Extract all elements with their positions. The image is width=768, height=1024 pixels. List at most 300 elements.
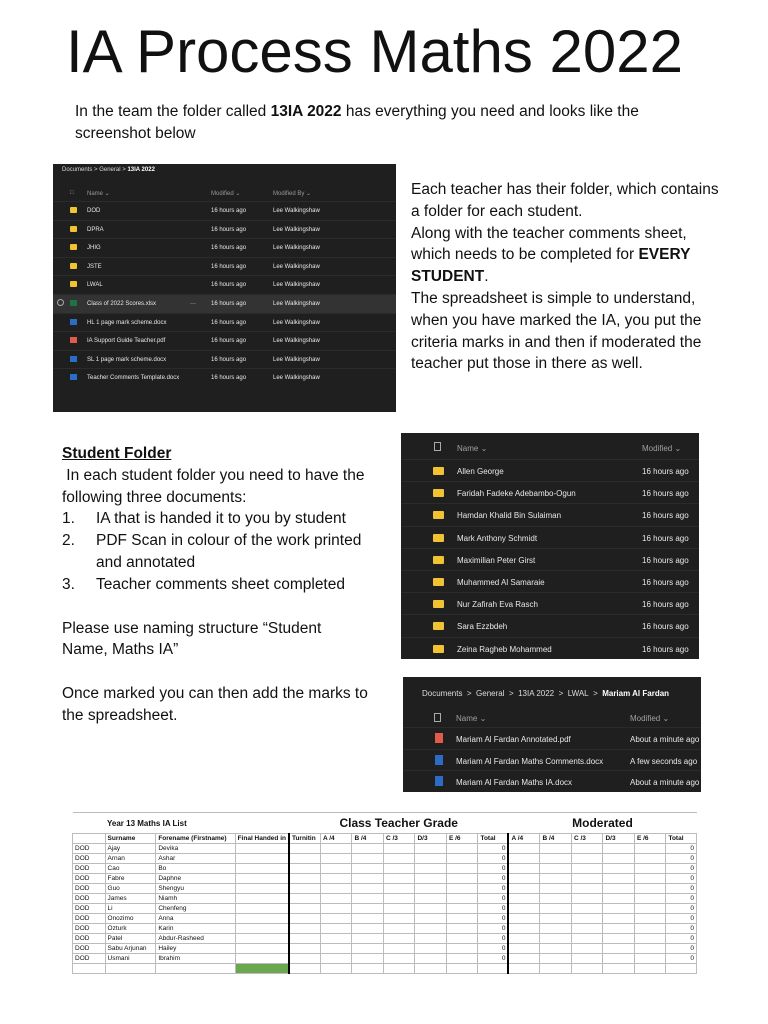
sheet-cell[interactable] bbox=[235, 904, 289, 914]
sheet-cell[interactable] bbox=[446, 924, 478, 934]
sheet-cell[interactable] bbox=[634, 944, 666, 954]
file-name[interactable]: SL 1 page mark scheme.docx bbox=[87, 356, 167, 363]
sheet-cell[interactable] bbox=[235, 874, 289, 884]
sheet-cell[interactable] bbox=[383, 944, 415, 954]
folder-name[interactable]: Hamdan Khalid Bin Sulaiman bbox=[457, 511, 562, 521]
sheet-cell[interactable] bbox=[540, 844, 572, 854]
folder-name[interactable]: Muhammed Al Samaraie bbox=[457, 578, 545, 587]
sheet-cell[interactable]: Shengyu bbox=[156, 884, 235, 894]
sheet-cell[interactable]: Guo bbox=[105, 884, 156, 894]
sheet-cell[interactable] bbox=[415, 944, 447, 954]
sheet-cell[interactable] bbox=[540, 864, 572, 874]
student-folder-row[interactable] bbox=[401, 548, 699, 571]
sheet-cell[interactable] bbox=[415, 924, 447, 934]
file-name[interactable]: Mariam Al Fardan Maths Comments.docx bbox=[456, 756, 604, 766]
sheet-cell[interactable]: 0 bbox=[478, 884, 509, 894]
file-name[interactable]: JSTE bbox=[87, 263, 102, 270]
para-line: The spreadsheet is simple to understand, bbox=[411, 289, 696, 307]
sheet-cell[interactable] bbox=[235, 964, 289, 974]
student-folder-row[interactable] bbox=[401, 637, 699, 659]
sheet-cell[interactable] bbox=[235, 924, 289, 934]
student-folder-row[interactable] bbox=[401, 570, 699, 593]
file-row[interactable] bbox=[53, 313, 396, 332]
sheet-cell[interactable] bbox=[571, 924, 603, 934]
sheet-cell[interactable] bbox=[320, 864, 352, 874]
sheet-cell[interactable] bbox=[352, 904, 384, 914]
sheet-cell[interactable] bbox=[634, 934, 666, 944]
sheet-cell[interactable]: Devika bbox=[156, 844, 235, 854]
sheet-cell[interactable] bbox=[415, 864, 447, 874]
sheet-cell[interactable] bbox=[352, 894, 384, 904]
sheet-cell[interactable] bbox=[508, 864, 540, 874]
sheet-cell[interactable] bbox=[415, 904, 447, 914]
sheet-cell[interactable] bbox=[415, 914, 447, 924]
sheet-cell[interactable] bbox=[235, 894, 289, 904]
sheet-cell[interactable] bbox=[508, 904, 540, 914]
sheet-cell[interactable] bbox=[571, 854, 603, 864]
sheet-cell[interactable]: DOD bbox=[73, 934, 106, 944]
sheet-cell[interactable] bbox=[352, 964, 384, 974]
sheet-cell[interactable] bbox=[508, 924, 540, 934]
sheet-cell[interactable]: 0 bbox=[666, 854, 697, 864]
sheet-cell[interactable]: Anna bbox=[156, 914, 235, 924]
sheet-cell[interactable] bbox=[352, 884, 384, 894]
sheet-cell[interactable] bbox=[540, 874, 572, 884]
sheet-cell[interactable]: 0 bbox=[666, 924, 697, 934]
sheet-cell[interactable] bbox=[320, 924, 352, 934]
sheet-cell[interactable] bbox=[634, 854, 666, 864]
sheet-cell[interactable] bbox=[235, 914, 289, 924]
file-name[interactable]: DPRA bbox=[87, 226, 104, 233]
sheet-cell[interactable] bbox=[320, 844, 352, 854]
sheet-cell[interactable]: 0 bbox=[666, 864, 697, 874]
sheet-cell[interactable] bbox=[508, 934, 540, 944]
sheet-cell[interactable] bbox=[634, 894, 666, 904]
sheet-cell[interactable] bbox=[446, 944, 478, 954]
sheet-cell[interactable] bbox=[415, 894, 447, 904]
sheet-cell[interactable]: Karin bbox=[156, 924, 235, 934]
sheet-cell[interactable]: 0 bbox=[478, 854, 509, 864]
sheet-cell[interactable] bbox=[508, 954, 540, 964]
sheet-cell[interactable] bbox=[634, 884, 666, 894]
sheet-cell[interactable]: Arnan bbox=[105, 854, 156, 864]
sheet-cell[interactable] bbox=[634, 844, 666, 854]
sheet-cell[interactable]: 0 bbox=[666, 884, 697, 894]
sheet-cell[interactable] bbox=[571, 914, 603, 924]
file-name[interactable]: JHIG bbox=[87, 245, 101, 252]
sheet-cell[interactable]: Patel bbox=[105, 934, 156, 944]
sheet-cell[interactable] bbox=[571, 954, 603, 964]
folder-name[interactable]: Allen George bbox=[457, 467, 504, 476]
student-folder-row[interactable] bbox=[401, 592, 699, 615]
breadcrumb-item[interactable]: Documents bbox=[62, 167, 93, 173]
sheet-cell[interactable] bbox=[508, 964, 540, 974]
breadcrumb-item[interactable]: General bbox=[476, 689, 505, 698]
sheet-cell[interactable]: DOD bbox=[73, 864, 106, 874]
sheet-cell[interactable] bbox=[540, 954, 572, 964]
sheet-cell[interactable]: James bbox=[105, 894, 156, 904]
sheet-cell[interactable]: 0 bbox=[666, 874, 697, 884]
file-name[interactable]: HL 1 page mark scheme.docx bbox=[87, 319, 167, 326]
sheet-cell[interactable] bbox=[289, 874, 321, 884]
sheet-cell[interactable] bbox=[446, 844, 478, 854]
sheet-cell[interactable] bbox=[446, 914, 478, 924]
sheet-cell[interactable]: Usmani bbox=[105, 954, 156, 964]
sheet-cell[interactable] bbox=[603, 864, 635, 874]
sheet-cell[interactable] bbox=[289, 924, 321, 934]
table-row bbox=[73, 904, 697, 914]
sheet-cell[interactable] bbox=[540, 894, 572, 904]
file-row[interactable] bbox=[53, 350, 396, 369]
sheet-cell[interactable] bbox=[289, 954, 321, 964]
sheet-cell[interactable] bbox=[603, 944, 635, 954]
sheet-cell[interactable] bbox=[415, 954, 447, 964]
breadcrumb-item[interactable]: General bbox=[99, 167, 121, 173]
sheet-cell[interactable] bbox=[415, 884, 447, 894]
sheet-cell[interactable] bbox=[352, 844, 384, 854]
sheet-cell[interactable] bbox=[320, 954, 352, 964]
file-name[interactable]: Class of 2022 Scores.xlsx bbox=[87, 301, 157, 307]
sheet-cell[interactable]: 0 bbox=[478, 894, 509, 904]
file-name[interactable]: IA Support Guide Teacher.pdf bbox=[87, 338, 166, 345]
file-row[interactable] bbox=[53, 201, 396, 220]
file-row[interactable] bbox=[53, 238, 396, 257]
sheet-cell[interactable]: Ashar bbox=[156, 854, 235, 864]
sheet-cell[interactable] bbox=[235, 954, 289, 964]
sheet-cell[interactable] bbox=[289, 914, 321, 924]
sheet-cell[interactable] bbox=[383, 904, 415, 914]
file-row[interactable] bbox=[53, 331, 396, 350]
sheet-cell[interactable] bbox=[603, 854, 635, 864]
more-options-icon[interactable]: ··· bbox=[190, 301, 196, 307]
sheet-cell[interactable] bbox=[540, 934, 572, 944]
sheet-cell[interactable]: Li bbox=[105, 904, 156, 914]
sheet-cell[interactable] bbox=[508, 894, 540, 904]
sheet-cell[interactable]: DOD bbox=[73, 914, 106, 924]
modified-time: 16 hours ago bbox=[642, 467, 689, 476]
sheet-cell[interactable]: 0 bbox=[666, 914, 697, 924]
sheet-cell[interactable] bbox=[571, 964, 603, 974]
sheet-cell[interactable] bbox=[571, 894, 603, 904]
sheet-cell[interactable] bbox=[478, 964, 509, 974]
sheet-cell[interactable] bbox=[235, 884, 289, 894]
sheet-cell[interactable]: 0 bbox=[478, 944, 509, 954]
sheet-cell[interactable]: DOD bbox=[73, 924, 106, 934]
file-row[interactable] bbox=[53, 257, 396, 276]
file-name[interactable]: Mariam Al Fardan Maths IA.docx bbox=[456, 778, 573, 787]
sheet-cell[interactable]: 0 bbox=[478, 934, 509, 944]
sheet-cell[interactable] bbox=[352, 944, 384, 954]
sheet-cell[interactable]: 0 bbox=[666, 844, 697, 854]
student-folder-row[interactable] bbox=[401, 526, 699, 549]
sheet-cell[interactable] bbox=[446, 874, 478, 884]
breadcrumb-item[interactable]: Documents bbox=[422, 689, 463, 698]
sheet-cell[interactable] bbox=[540, 944, 572, 954]
sheet-cell[interactable] bbox=[383, 874, 415, 884]
para-line: Each teacher has their folder, which contains bbox=[411, 181, 719, 198]
file-row[interactable] bbox=[53, 220, 396, 239]
sheet-cell[interactable] bbox=[446, 954, 478, 964]
column-modified[interactable]: Modified ⌄ bbox=[642, 444, 682, 453]
file-row[interactable] bbox=[403, 749, 701, 771]
sheet-cell[interactable] bbox=[603, 964, 635, 974]
sheet-cell[interactable] bbox=[235, 864, 289, 874]
sheet-cell[interactable]: DOD bbox=[73, 904, 106, 914]
sheet-cell[interactable]: 0 bbox=[478, 914, 509, 924]
sheet-cell[interactable] bbox=[446, 864, 478, 874]
sheet-cell[interactable] bbox=[540, 854, 572, 864]
sheet-cell[interactable] bbox=[446, 964, 478, 974]
folder-name[interactable]: Sara Ezzbdeh bbox=[457, 622, 508, 632]
sheet-cell[interactable] bbox=[352, 854, 384, 864]
sheet-cell[interactable] bbox=[508, 914, 540, 924]
sheet-cell[interactable] bbox=[446, 894, 478, 904]
file-row[interactable] bbox=[403, 770, 701, 792]
sheet-cell[interactable] bbox=[508, 884, 540, 894]
sheet-cell[interactable]: Ibrahim bbox=[156, 954, 235, 964]
sheet-cell[interactable] bbox=[603, 924, 635, 934]
sheet-cell[interactable]: DOD bbox=[73, 894, 106, 904]
sheet-cell[interactable]: Bo bbox=[156, 864, 235, 874]
folder-icon bbox=[433, 467, 444, 475]
sheet-cell[interactable]: 0 bbox=[666, 934, 697, 944]
folder-name[interactable]: Zeina Ragheb Mohammed bbox=[457, 644, 552, 654]
sheet-cell[interactable] bbox=[383, 954, 415, 964]
sheet-cell[interactable] bbox=[603, 914, 635, 924]
sheet-cell[interactable] bbox=[415, 854, 447, 864]
para-line: when you have marked the IA, you put the bbox=[411, 311, 702, 329]
sheet-cell[interactable]: Hailey bbox=[156, 944, 235, 954]
sheet-cell[interactable] bbox=[634, 904, 666, 914]
sheet-cell[interactable] bbox=[540, 904, 572, 914]
sheet-cell[interactable] bbox=[508, 944, 540, 954]
folder-name[interactable]: Mark Anthony Schmidt bbox=[457, 533, 538, 543]
sheet-cell[interactable] bbox=[415, 874, 447, 884]
sheet-cell[interactable] bbox=[383, 844, 415, 854]
sheet-cell[interactable] bbox=[289, 884, 321, 894]
sheet-cell[interactable] bbox=[603, 874, 635, 884]
sheet-cell[interactable] bbox=[446, 904, 478, 914]
sheet-cell[interactable] bbox=[383, 914, 415, 924]
sheet-cell[interactable] bbox=[540, 914, 572, 924]
column-modified[interactable]: Modified ⌄ bbox=[630, 714, 670, 723]
student-folder-row[interactable] bbox=[401, 459, 699, 482]
sheet-header-cell: Surname bbox=[105, 834, 156, 844]
sheet-cell[interactable] bbox=[415, 844, 447, 854]
sheet-header-cell: Turnitin bbox=[289, 834, 321, 844]
sheet-header-cell: B /4 bbox=[540, 834, 572, 844]
sheet-cell[interactable] bbox=[383, 884, 415, 894]
sheet-cell[interactable] bbox=[235, 844, 289, 854]
sheet-cell[interactable] bbox=[289, 864, 321, 874]
sheet-cell[interactable] bbox=[320, 964, 352, 974]
sheet-cell[interactable] bbox=[320, 884, 352, 894]
sheet-cell[interactable] bbox=[235, 944, 289, 954]
sheet-cell[interactable] bbox=[320, 904, 352, 914]
sheet-cell[interactable]: 0 bbox=[478, 904, 509, 914]
sheet-cell[interactable] bbox=[352, 874, 384, 884]
sheet-cell[interactable]: 0 bbox=[666, 954, 697, 964]
sheet-cell[interactable] bbox=[666, 964, 697, 974]
para-line: criteria marks in and then if moderated the bbox=[411, 333, 702, 351]
sheet-cell[interactable] bbox=[571, 844, 603, 854]
sheet-cell[interactable]: Abdur-Rasheed bbox=[156, 934, 235, 944]
page-title: IA Process Maths 2022 bbox=[66, 18, 683, 85]
column-name[interactable]: Name ⌄ bbox=[457, 444, 488, 453]
sheet-cell[interactable] bbox=[446, 884, 478, 894]
sheet-cell[interactable] bbox=[634, 914, 666, 924]
sheet-cell[interactable] bbox=[105, 964, 156, 974]
breadcrumb-item[interactable]: 13IA 2022 bbox=[518, 689, 555, 698]
sheet-cell[interactable] bbox=[634, 924, 666, 934]
sheet-cell[interactable] bbox=[320, 934, 352, 944]
column-name[interactable]: Name ⌄ bbox=[456, 714, 487, 723]
sheet-cell[interactable] bbox=[446, 854, 478, 864]
sheet-cell[interactable] bbox=[352, 954, 384, 964]
sheet-cell[interactable]: 0 bbox=[478, 874, 509, 884]
sheet-cell[interactable]: Niamh bbox=[156, 894, 235, 904]
sheet-cell[interactable] bbox=[540, 964, 572, 974]
sheet-cell[interactable] bbox=[571, 864, 603, 874]
sheet-cell[interactable]: Onozimo bbox=[105, 914, 156, 924]
sheet-cell[interactable] bbox=[383, 924, 415, 934]
sheet-cell[interactable]: Ajay bbox=[105, 844, 156, 854]
student-folder-row[interactable] bbox=[401, 481, 699, 504]
sheet-cell[interactable]: DOD bbox=[73, 854, 106, 864]
sheet-cell[interactable] bbox=[603, 934, 635, 944]
sheet-cell[interactable] bbox=[73, 964, 106, 974]
sheet-cell[interactable]: Chenfeng bbox=[156, 904, 235, 914]
modified-time: 16 hours ago bbox=[211, 208, 247, 214]
sheet-cell[interactable] bbox=[571, 904, 603, 914]
sheet-cell[interactable] bbox=[320, 944, 352, 954]
sheet-cell[interactable] bbox=[571, 874, 603, 884]
column-name[interactable]: Name ⌄ bbox=[87, 191, 110, 197]
sheet-cell[interactable]: 0 bbox=[478, 954, 509, 964]
sheet-cell[interactable] bbox=[508, 844, 540, 854]
sheet-cell[interactable]: DOD bbox=[73, 884, 106, 894]
list-item bbox=[62, 574, 392, 596]
sheet-cell[interactable] bbox=[603, 894, 635, 904]
breadcrumb-separator: > bbox=[94, 167, 98, 173]
sheet-cell[interactable] bbox=[320, 854, 352, 864]
sheet-cell[interactable]: 0 bbox=[478, 844, 509, 854]
file-row[interactable] bbox=[403, 727, 701, 749]
sheet-cell[interactable]: DOD bbox=[73, 844, 106, 854]
sheet-cell[interactable] bbox=[634, 874, 666, 884]
sheet-cell[interactable]: Ozturk bbox=[105, 924, 156, 934]
sheet-cell[interactable] bbox=[603, 884, 635, 894]
sheet-cell[interactable] bbox=[383, 934, 415, 944]
file-name[interactable]: DOD bbox=[87, 208, 101, 214]
sheet-cell[interactable]: Sabu Arjunan bbox=[105, 944, 156, 954]
sheet-cell[interactable]: DOD bbox=[73, 944, 106, 954]
file-row[interactable] bbox=[53, 294, 396, 313]
sheet-cell[interactable]: 0 bbox=[666, 944, 697, 954]
sheet-cell[interactable] bbox=[508, 854, 540, 864]
sheet-cell[interactable] bbox=[320, 874, 352, 884]
sheet-cell[interactable] bbox=[603, 904, 635, 914]
table-row bbox=[73, 944, 697, 954]
folder-name[interactable]: Faridah Fadeke Adebambo-Ogun bbox=[457, 489, 576, 499]
sheet-cell[interactable] bbox=[352, 864, 384, 874]
sheet-cell[interactable] bbox=[352, 914, 384, 924]
sheet-cell[interactable]: DOD bbox=[73, 874, 106, 884]
sheet-cell[interactable] bbox=[571, 944, 603, 954]
sheet-cell[interactable]: Daphne bbox=[156, 874, 235, 884]
sheet-cell[interactable]: 0 bbox=[478, 864, 509, 874]
sheet-cell[interactable] bbox=[156, 964, 235, 974]
sheet-cell[interactable] bbox=[415, 934, 447, 944]
sheet-cell[interactable] bbox=[603, 844, 635, 854]
sheet-cell[interactable] bbox=[446, 934, 478, 944]
sheet-cell[interactable] bbox=[634, 864, 666, 874]
sheet-cell[interactable]: DOD bbox=[73, 954, 106, 964]
list-text: PDF Scan in colour of the work printed bbox=[96, 532, 362, 550]
sheet-header-cell: Total bbox=[478, 834, 509, 844]
sheet-cell[interactable] bbox=[634, 964, 666, 974]
sheet-cell[interactable] bbox=[289, 894, 321, 904]
select-radio-icon[interactable] bbox=[57, 299, 64, 306]
folder-name[interactable]: Nur Zafirah Eva Rasch bbox=[457, 600, 538, 610]
sheet-cell[interactable]: Fabre bbox=[105, 874, 156, 884]
sheet-cell[interactable] bbox=[383, 864, 415, 874]
sheet-cell[interactable] bbox=[383, 894, 415, 904]
breadcrumb-item[interactable]: LWAL bbox=[567, 689, 589, 698]
file-name[interactable]: Teacher Comments Template.docx bbox=[87, 375, 180, 382]
file-name[interactable]: LWAL bbox=[87, 282, 103, 289]
student-folder-row[interactable] bbox=[401, 614, 699, 637]
sheet-cell[interactable] bbox=[383, 964, 415, 974]
sheet-header-cell bbox=[73, 834, 106, 844]
sheet-cell[interactable] bbox=[352, 924, 384, 934]
sheet-cell[interactable]: Cao bbox=[105, 864, 156, 874]
sheet-cell[interactable] bbox=[415, 964, 447, 974]
sheet-cell[interactable]: 0 bbox=[666, 904, 697, 914]
sheet-cell[interactable] bbox=[289, 964, 321, 974]
sheet-cell[interactable] bbox=[540, 924, 572, 934]
file-name[interactable]: Mariam Al Fardan Annotated.pdf bbox=[456, 735, 571, 744]
sheet-cell[interactable] bbox=[289, 844, 321, 854]
sheet-cell[interactable]: 0 bbox=[478, 924, 509, 934]
sheet-cell[interactable] bbox=[603, 954, 635, 964]
sheet-cell[interactable] bbox=[571, 884, 603, 894]
sheet-cell[interactable] bbox=[352, 934, 384, 944]
sheet-cell[interactable] bbox=[320, 894, 352, 904]
sheet-cell[interactable] bbox=[235, 854, 289, 864]
column-modified-by[interactable]: Modified By ⌄ bbox=[273, 191, 312, 197]
sheet-cell[interactable] bbox=[540, 884, 572, 894]
sheet-cell[interactable] bbox=[634, 954, 666, 964]
sheet-cell[interactable] bbox=[289, 934, 321, 944]
sheet-cell[interactable] bbox=[235, 934, 289, 944]
sheet-cell[interactable] bbox=[289, 854, 321, 864]
sheet-cell[interactable] bbox=[383, 854, 415, 864]
sheet-cell[interactable] bbox=[571, 934, 603, 944]
sheet-cell[interactable] bbox=[320, 914, 352, 924]
list-number: 1. bbox=[62, 510, 75, 528]
column-modified[interactable]: Modified ⌄ bbox=[211, 191, 241, 197]
sheet-header-cell: Total bbox=[666, 834, 697, 844]
sheet-cell[interactable] bbox=[289, 944, 321, 954]
folder-name[interactable]: Maximilian Peter Girst bbox=[457, 555, 536, 565]
sheet-cell[interactable] bbox=[508, 874, 540, 884]
file-row[interactable] bbox=[53, 275, 396, 294]
sheet-cell[interactable] bbox=[289, 904, 321, 914]
sheet-cell[interactable]: 0 bbox=[666, 894, 697, 904]
student-folder-row[interactable] bbox=[401, 503, 699, 526]
file-row[interactable] bbox=[53, 368, 396, 387]
